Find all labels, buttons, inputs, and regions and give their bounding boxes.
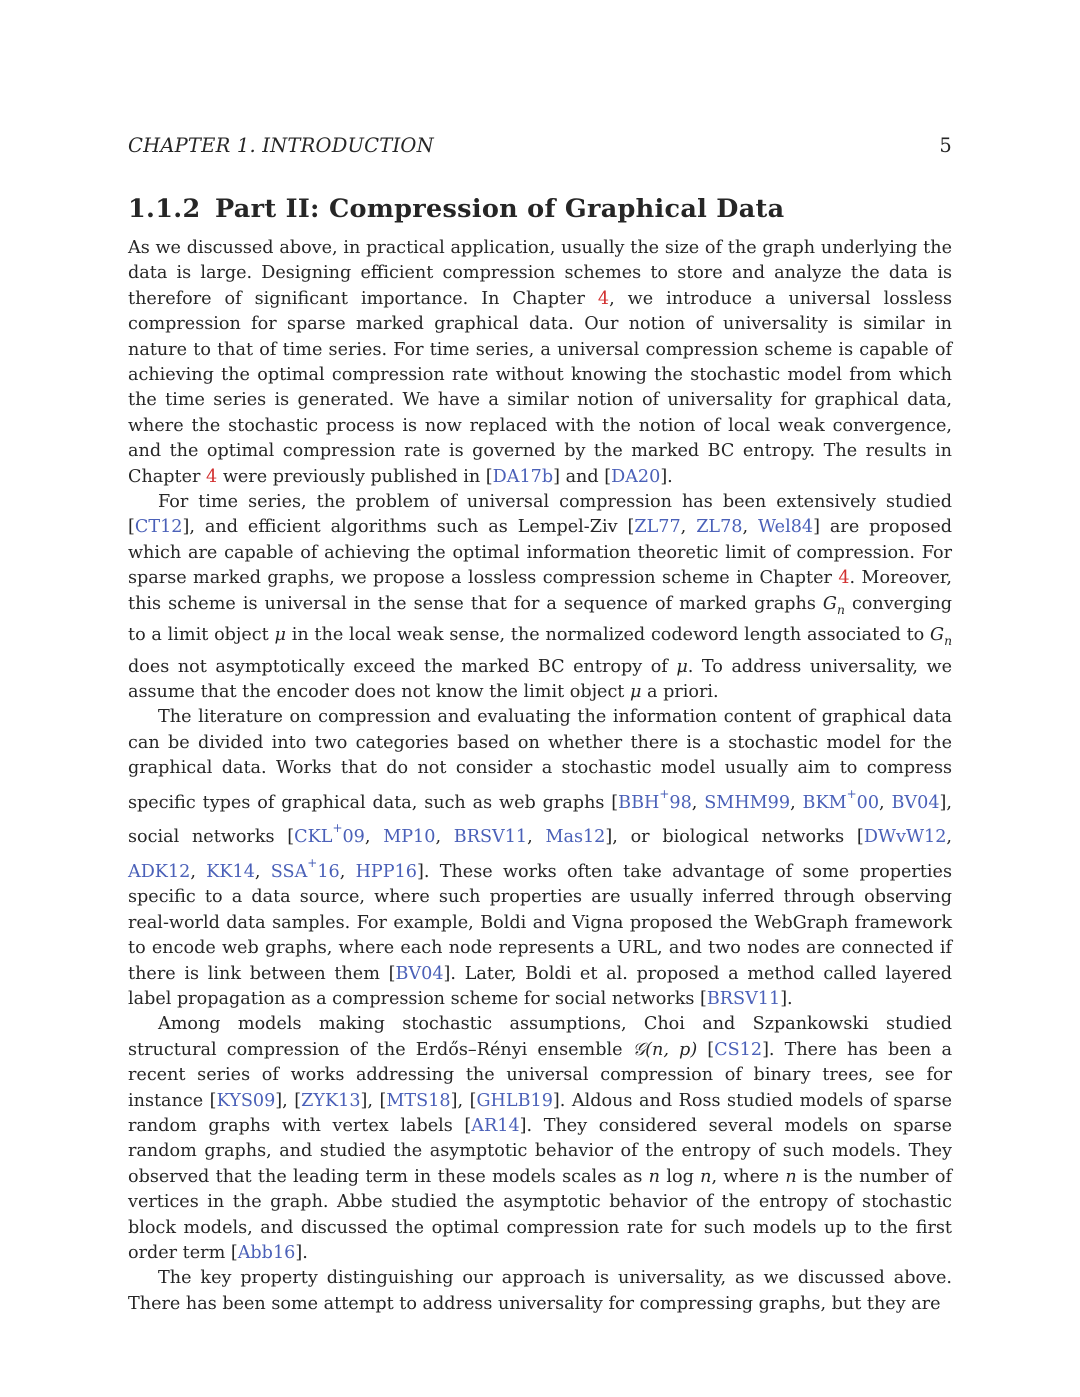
text-run: converging to a limit object bbox=[128, 593, 952, 646]
citation-year: 16 bbox=[317, 861, 340, 882]
citation-zyk13[interactable]: ZYK13 bbox=[301, 1090, 361, 1111]
math-operator: log bbox=[666, 1166, 694, 1187]
paragraph-1 bbox=[128, 236, 952, 490]
text-run: ] are proposed which are capable of achieving the optimal information theoretic limit of compression. For sparse marked graphs, we propose a lossless compression scheme in Chapter bbox=[128, 517, 953, 589]
citation-kk14[interactable]: KK14 bbox=[206, 861, 255, 882]
math-nlogn bbox=[649, 1167, 712, 1187]
citation-zl78[interactable]: ZL78 bbox=[696, 517, 743, 538]
citation-dwvw12[interactable]: DWvW12 bbox=[863, 827, 947, 848]
text-run: is the number of vertices in the graph. Abbe studied the asymptotic behavior of the entropy of stochastic block models, and discussed the optimal compression rate for such models up to the first order term [ bbox=[128, 1166, 953, 1264]
math-symbol: n bbox=[648, 1166, 661, 1187]
citation-wel84[interactable]: Wel84 bbox=[758, 517, 814, 538]
citation-year: 00 bbox=[856, 792, 880, 813]
text-run: ], [ bbox=[450, 1090, 477, 1111]
citation-ct12[interactable]: CT12 bbox=[134, 517, 183, 538]
citation-cs12[interactable]: CS12 bbox=[714, 1039, 763, 1060]
text-run: ], [ bbox=[360, 1090, 387, 1111]
text-run: ], or biological networks [ bbox=[605, 827, 864, 848]
citation-plus: + bbox=[846, 786, 857, 801]
separator: , bbox=[190, 861, 207, 882]
citation-abb16[interactable]: Abb16 bbox=[237, 1243, 296, 1264]
section-title: Part II: Compression of Graphical Data bbox=[215, 194, 785, 224]
text-run: The key property distinguishing our approach is universality, as we discussed above. There has been some attempt to address universality for compressing graphs, but they are bbox=[128, 1268, 952, 1314]
math-n: n bbox=[785, 1166, 797, 1187]
paragraph-2 bbox=[128, 490, 952, 705]
citation-adk12[interactable]: ADK12 bbox=[128, 861, 191, 882]
citation-ar14[interactable]: AR14 bbox=[471, 1116, 520, 1137]
text-run: a priori. bbox=[641, 682, 719, 703]
separator: , bbox=[879, 792, 892, 813]
section-heading bbox=[128, 194, 784, 224]
math-subscript: n bbox=[944, 634, 952, 649]
text-run: [ bbox=[697, 1039, 715, 1060]
separator: , bbox=[946, 827, 953, 848]
math-gn bbox=[822, 593, 845, 617]
citation-key: CKL bbox=[294, 827, 333, 848]
text-run: ]. There has been a recent series of works addressing the universal compression of binary trees, see for instance [ bbox=[128, 1039, 952, 1111]
text-run: ]. bbox=[660, 466, 673, 487]
text-run: As we discussed above, in practical application, usually the size of the graph underlying the data is large. Designing efficient compression schemes to store and analyze the data is therefore of significant importance. In Chapter bbox=[128, 238, 952, 309]
text-run: ]. They considered several models on sparse random graphs, and studied the asymptotic behavior of the entropy of such models. They observed that the leading term in these models scales as bbox=[128, 1116, 952, 1187]
text-run: ], social networks [ bbox=[128, 792, 952, 848]
text-run: ], [ bbox=[275, 1090, 302, 1111]
citation-kys09[interactable]: KYS09 bbox=[216, 1090, 276, 1111]
math-mu: μ bbox=[629, 682, 642, 703]
separator: , bbox=[364, 827, 384, 848]
citation-brsv11[interactable]: BRSV11 bbox=[453, 827, 528, 848]
math-mu: μ bbox=[676, 656, 688, 677]
citation-year: 98 bbox=[669, 792, 692, 813]
citation-hpp16[interactable]: HPP16 bbox=[355, 861, 417, 882]
math-ensemble: 𝒢(n, p) bbox=[632, 1039, 698, 1060]
text-run: ] and [ bbox=[553, 466, 612, 487]
section-number: 1.1.2 bbox=[128, 194, 201, 224]
text-run: The literature on compression and evaluating the information content of graphical data can be divided into two categories based on whether there is a stochastic model for the graphical data. Works that do not consider a stochastic model usually aim to compress specific types of graphical data, such as web graphs [ bbox=[128, 707, 952, 813]
citation-da17b[interactable]: DA17b bbox=[492, 466, 554, 487]
math-subscript: n bbox=[836, 602, 845, 617]
math-gn bbox=[930, 625, 952, 649]
citation-brsv11[interactable]: BRSV11 bbox=[706, 989, 781, 1009]
text-run: ]. bbox=[780, 989, 793, 1009]
paragraph-5 bbox=[128, 1266, 952, 1317]
citation-plus: + bbox=[659, 786, 670, 801]
citation-key: BKM bbox=[802, 792, 847, 813]
page-number: 5 bbox=[939, 134, 952, 157]
math-mu: μ bbox=[274, 625, 286, 646]
citation-mas12[interactable]: Mas12 bbox=[545, 827, 606, 848]
text-run: ]. Aldous and Ross studied models of sparse random graphs with vertex labels [ bbox=[128, 1090, 953, 1137]
citation-bbh98[interactable] bbox=[618, 786, 692, 813]
citation-plus: + bbox=[332, 821, 343, 836]
separator: , bbox=[435, 827, 454, 848]
chapter-ref[interactable]: 4 bbox=[838, 568, 850, 589]
text-run: ]. These works often take advantage of some properties specific to a data source, where such properties are usually inferred through observing real-world data samples. For example, Boldi and Vigna proposed the WebGraph framework to encode web graphs, where each node represents a URL, and two nodes are connected if there is link between them [ bbox=[128, 861, 952, 984]
text-run: Among models making stochastic assumptions, Choi and Szpankowski studied structural compression of the Erdős–Rényi ensemble bbox=[128, 1014, 952, 1060]
separator: , bbox=[790, 792, 803, 813]
text-run: were previously published in [ bbox=[217, 466, 493, 487]
separator: , bbox=[742, 517, 759, 538]
citation-zl77[interactable]: ZL77 bbox=[634, 517, 681, 538]
text-run: does not asymptotically exceed the marked BC entropy of bbox=[128, 656, 677, 677]
separator: , bbox=[680, 517, 697, 538]
citation-mts18[interactable]: MTS18 bbox=[386, 1090, 451, 1111]
math-symbol: G bbox=[930, 625, 945, 646]
math-symbol: G bbox=[822, 593, 837, 614]
citation-bv04[interactable]: BV04 bbox=[395, 963, 444, 984]
chapter-ref[interactable]: 4 bbox=[597, 288, 610, 309]
citation-plus: + bbox=[307, 855, 318, 870]
chapter-ref[interactable]: 4 bbox=[206, 466, 218, 487]
citation-ghlb19[interactable]: GHLB19 bbox=[476, 1090, 553, 1111]
text-run: . To address universality, we assume that the encoder does not know the limit object bbox=[128, 656, 952, 703]
separator: , bbox=[339, 861, 356, 882]
text-run: ]. Later, Boldi et al. proposed a method called layered label propagation as a compression scheme for social networks [ bbox=[128, 963, 952, 1009]
citation-da20[interactable]: DA20 bbox=[611, 466, 661, 487]
text-run: For time series, the problem of universal compression has been extensively studied [ bbox=[128, 492, 952, 538]
citation-ckl09[interactable] bbox=[294, 821, 365, 848]
text-run: . Moreover, this scheme is universal in the sense that for a sequence of marked graphs bbox=[128, 568, 952, 614]
paragraph-4 bbox=[128, 1012, 952, 1266]
math-symbol: n bbox=[700, 1166, 712, 1187]
running-header bbox=[128, 134, 952, 160]
text-run: ], and efficient algorithms such as Lempel-Ziv [ bbox=[182, 517, 635, 538]
text-run: ]. bbox=[295, 1243, 308, 1264]
paragraph-3 bbox=[128, 705, 952, 1012]
citation-key: BBH bbox=[618, 792, 660, 813]
body-text bbox=[128, 236, 952, 1317]
citation-ssa16[interactable] bbox=[270, 855, 340, 882]
text-run: , where bbox=[711, 1166, 786, 1187]
chapter-header: CHAPTER 1. INTRODUCTION bbox=[128, 134, 434, 157]
text-run: in the local weak sense, the normalized codeword length associated to bbox=[285, 625, 930, 646]
separator: , bbox=[527, 827, 546, 848]
citation-year: 09 bbox=[342, 827, 365, 848]
citation-bv04[interactable]: BV04 bbox=[891, 792, 940, 813]
citation-mp10[interactable]: MP10 bbox=[383, 827, 436, 848]
separator: , bbox=[254, 861, 271, 882]
text-run: , we introduce a universal lossless compression for sparse marked graphical data. Our notion of universality is similar in nature to that of time series. For time series, a universal compression scheme is capable of achieving the optimal compression rate without knowing the stochastic model from which the time series is generated. We have a similar notion of universality for graphical data, where the stochastic process is now replaced with the notion of local weak convergence, and the optimal compression rate is governed by the marked BC entropy. The results in Chapter bbox=[128, 288, 952, 487]
citation-bkm00[interactable] bbox=[802, 786, 880, 813]
separator: , bbox=[691, 792, 705, 813]
citation-key: SSA bbox=[270, 861, 308, 882]
citation-smhm99[interactable]: SMHM99 bbox=[704, 792, 791, 813]
